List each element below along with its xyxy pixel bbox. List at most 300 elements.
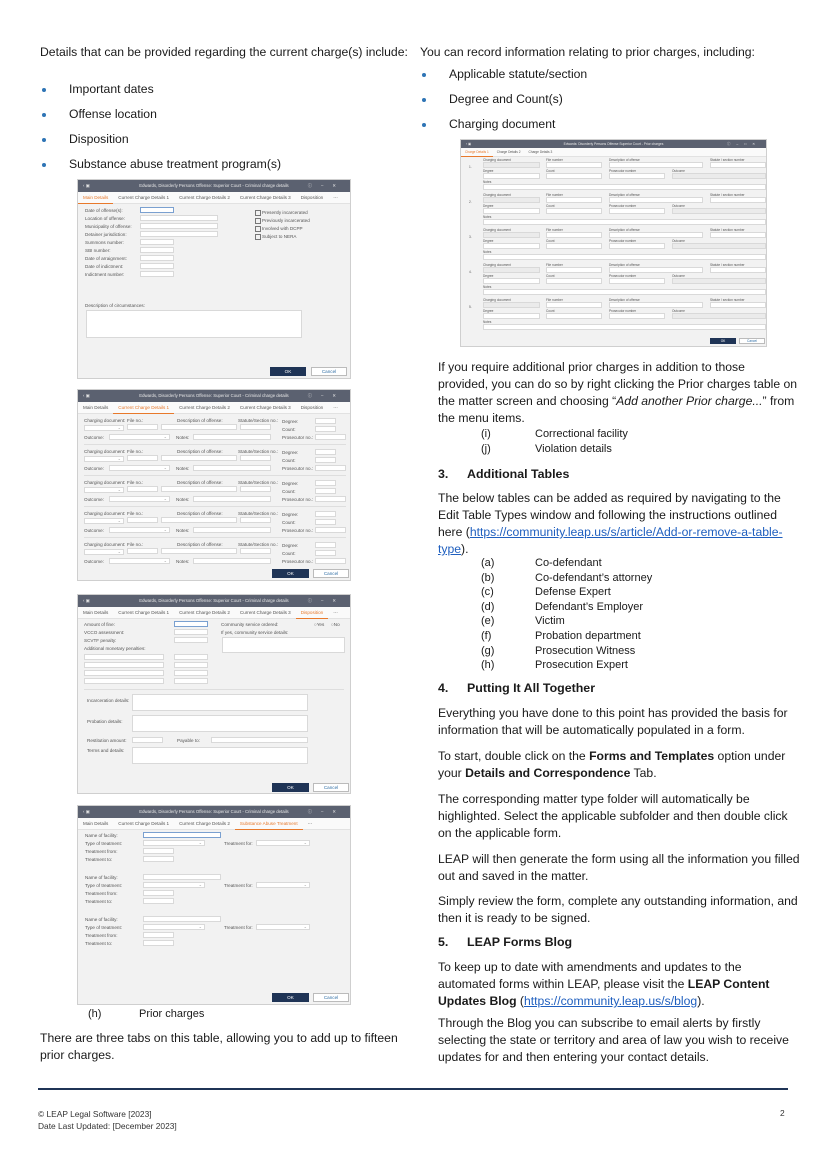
label-statute: Statute/Section no.: [238,480,279,485]
charge-block [78,445,350,476]
payable-field[interactable] [211,737,308,743]
label-payable: Payable to: [177,738,200,743]
penalty-amount-field[interactable] [174,654,208,660]
back-folder-icon[interactable]: ‹ ▣ [83,809,90,814]
file-no-field[interactable] [127,455,158,461]
tab-more[interactable]: ⋯ [333,610,338,615]
treatment-for-dropdown[interactable] [256,924,310,930]
count-field[interactable] [546,313,602,319]
label-treatment-for: Treatment for: [224,841,253,846]
notes-field[interactable] [193,496,271,502]
chevron-down-icon: ⌄ [117,425,121,430]
notes-field[interactable] [483,254,766,260]
label-charging-document: Charging document [483,263,511,267]
list-item: (j) Violation details [481,442,612,455]
label-statute: Statute / section number [710,158,745,162]
description-field[interactable] [161,548,237,554]
terms-textarea[interactable] [132,747,308,764]
label-notes: Notes [483,180,492,184]
file-no-field[interactable] [127,424,158,430]
chevron-down-icon: ⌄ [303,882,307,887]
label-facility: Name of facility: [85,917,118,922]
tab-main-details[interactable]: Main Details [83,821,109,826]
row-number: 3. [469,235,472,239]
count-field[interactable] [546,208,602,214]
count-field[interactable] [546,278,602,284]
tab-current-charge-2[interactable]: Current Charge Details 2 [179,610,230,615]
blog-link[interactable]: https://community.leap.us/s/blog [524,994,698,1008]
file-number-field[interactable] [546,162,602,168]
additional-tables-list [438,556,798,673]
label-outcome: Outcome [672,239,685,243]
penalty-name-field[interactable] [84,670,164,676]
label-file-number: File number [546,193,563,197]
bullet-icon [42,88,46,92]
tab-main-details[interactable]: Main Details [78,192,113,204]
degree-field[interactable] [483,173,540,179]
window-controls-icon[interactable]: ⓘ–✕ [307,809,345,814]
charge-block [78,507,350,538]
label-scvtf: SCVTF penalty: [84,638,117,643]
treatment-from-field[interactable] [143,932,174,938]
back-folder-icon[interactable]: ‹ ▣ [83,183,90,188]
facility-field[interactable] [143,916,221,922]
notes-field[interactable] [483,184,766,190]
list-item: (c) Defense Expert [481,586,611,599]
notes-field[interactable] [193,527,271,533]
count-field[interactable] [315,488,336,494]
sbi-field[interactable] [140,247,174,253]
label-charging-document: Charging document: [84,511,126,516]
tab-more[interactable]: ⋯ [333,405,338,410]
treatment-to-field[interactable] [143,898,174,904]
tab-current-charge-3[interactable]: Current Charge Details 3 [239,610,291,615]
divider [84,689,344,690]
tab-substance-abuse[interactable]: Substance Abuse Treatment [235,818,303,830]
tab-disposition[interactable]: Disposition [296,607,328,619]
dialog-substance-abuse [77,805,351,1005]
tab-current-charge-2[interactable]: Current Charge Details 2 [179,821,230,826]
bullet-icon [422,73,426,77]
label-terms: Terms and details: [87,748,125,753]
tab-current-charge-1[interactable]: Current Charge Details 1 [113,402,174,414]
label-treatment-for: Treatment for: [224,925,253,930]
prosecutor-field[interactable] [315,558,346,564]
ok-button[interactable]: OK [272,783,309,792]
label-file-no: File no.: [127,511,144,516]
outcome-dropdown[interactable] [672,313,766,319]
notes-field[interactable] [193,434,271,440]
outcome-dropdown[interactable] [672,243,766,249]
charging-document-dropdown[interactable] [84,518,124,524]
facility-field[interactable] [143,874,221,880]
tab-more[interactable]: ⋯ [333,195,338,200]
row-number: 1. [469,165,472,169]
list-item: (e) Victim [481,615,565,628]
checkbox-previously-incarcerated[interactable]: Previously incarcerated [255,218,310,224]
file-no-field[interactable] [127,548,158,554]
notes-field[interactable] [483,289,766,295]
charging-document-dropdown[interactable] [483,232,540,238]
summons-field[interactable] [140,239,174,245]
probation-textarea[interactable] [132,715,308,732]
description-field[interactable] [609,302,703,308]
charging-document-dropdown[interactable] [483,197,540,203]
notes-field[interactable] [483,324,766,330]
chevron-down-icon: ⌄ [198,924,202,929]
tab-current-charge-2[interactable]: Current Charge Details 2 [179,195,230,200]
label-count: Count [546,204,555,208]
statute-field[interactable] [710,267,766,273]
label-file-no: File no.: [127,480,144,485]
prosecutor-field[interactable] [609,173,665,179]
statute-field[interactable] [710,162,766,168]
label-count: Count: [282,551,296,556]
penalty-name-field[interactable] [84,678,164,684]
label-prosecutor: Prosecutor no.: [282,528,314,533]
chevron-down-icon: ⌄ [117,487,121,492]
additional-prior-charges-paragraph: If you require additional prior charges in addition to those provided, you can do so by right clicking the Prior charges table on the matter screen and choosing “Add another Prior charge...” from the menu items. [438,360,798,425]
row-number: 4. [469,270,472,274]
chevron-down-icon: ⌄ [163,465,167,470]
dialog-current-charge-details [77,389,351,581]
description-field[interactable] [609,232,703,238]
treatment-for-dropdown[interactable] [256,882,310,888]
section-4-p3: The corresponding matter type folder will automatically be highlighted. Select the applicable subfolder and then double click on the applicable form. [438,792,788,840]
list-item: (i) Correctional facility [481,428,628,440]
label-outcome: Outcome: [84,559,104,564]
row-number: 5. [469,305,472,309]
back-folder-icon[interactable]: ‹ ▣ [83,598,90,603]
charging-document-dropdown[interactable] [84,549,124,555]
list-ij [438,427,798,456]
prosecutor-field[interactable] [609,278,665,284]
tab-charge-details-2[interactable]: Charge Details 2 [496,150,521,154]
dialog-title: Edwards, Disorderly Persons Offense: Superior Court - Criminal charge details [139,393,289,398]
label-description: Description of offense [609,263,640,267]
radio-no[interactable]: ○No [331,622,340,627]
label-from: Treatment from: [85,933,118,938]
row-number: 2. [469,200,472,204]
date-of-offense-field[interactable] [140,207,174,213]
tab-bar [78,607,350,619]
label-municipality: Municipality of offense: [85,224,132,229]
label-detainer: Detainer jurisdiction: [85,232,127,237]
charging-document-dropdown[interactable] [483,162,540,168]
treatment-type-dropdown[interactable] [143,882,205,888]
window-controls-icon[interactable]: ⓘ–✕ [307,598,345,603]
outcome-dropdown[interactable] [672,208,766,214]
label-from: Treatment from: [85,849,118,854]
prosecutor-field[interactable] [609,313,665,319]
degree-field[interactable] [315,542,336,548]
list-item: Applicable statute/section [420,66,800,83]
label-facility: Name of facility: [85,833,118,838]
prior-charge-bullets [420,66,800,133]
tab-charge-details-1[interactable]: Charge Details 1 [461,148,493,157]
scvtf-field[interactable] [174,637,208,643]
outcome-dropdown[interactable] [109,496,170,502]
label-description: Description of offense: [177,511,223,516]
checkbox-dcpp[interactable]: Involved with DCPP [255,226,303,232]
checkbox-presently-incarcerated[interactable]: Presently incarcerated [255,210,308,216]
label-to: Treatment to: [85,941,113,946]
charging-document-dropdown[interactable] [483,302,540,308]
label-statute: Statute/Section no.: [238,542,279,547]
cancel-button[interactable]: Cancel [311,367,347,376]
degree-field[interactable] [483,243,540,249]
tab-bar [461,148,766,157]
description-field[interactable] [161,424,237,430]
label-treatment-for: Treatment for: [224,883,253,888]
location-field[interactable] [140,215,218,221]
label-file-number: File number [546,263,563,267]
notes-field[interactable] [193,558,271,564]
radio-yes[interactable]: ○Yes [314,622,325,627]
file-number-field[interactable] [546,267,602,273]
charge-block [78,476,350,507]
label-description: Description of offense [609,193,640,197]
treatment-to-field[interactable] [143,940,174,946]
tab-main-details[interactable]: Main Details [83,610,109,615]
statute-field[interactable] [240,517,271,523]
file-no-field[interactable] [127,517,158,523]
checkbox-nera[interactable]: Subject to NERA [255,234,296,240]
section-4-p1: Everything you have done to this point has provided the basis for information that will be automatically populated in a form. [438,706,788,737]
list-item: (h) Prosecution Expert [481,659,628,672]
prosecutor-field[interactable] [315,527,346,533]
disposition-body [78,619,350,793]
statute-field[interactable] [240,548,271,554]
tab-disposition[interactable]: Disposition [300,405,324,410]
file-number-field[interactable] [546,232,602,238]
label-count: Count [546,239,555,243]
label-notes: Notes: [176,497,190,502]
tab-current-charge-3[interactable]: Current Charge Details 3 [239,405,291,410]
label-notes: Notes [483,250,492,254]
penalty-amount-field[interactable] [174,678,208,684]
title-bar [78,180,350,192]
ok-button[interactable]: OK [272,993,309,1002]
prosecutor-field[interactable] [315,465,346,471]
description-field[interactable] [609,267,703,273]
prosecutor-field[interactable] [609,243,665,249]
title-bar [78,806,350,818]
list-item: (a) Co-defendant [481,557,602,569]
statute-field[interactable] [710,302,766,308]
description-field[interactable] [161,455,237,461]
count-field[interactable] [546,243,602,249]
tab-current-charge-1[interactable]: Current Charge Details 1 [118,610,170,615]
outcome-dropdown[interactable] [672,278,766,284]
label-date-of-offense: Date of offense(s): [85,208,123,213]
statute-field[interactable] [240,486,271,492]
label-charging-document: Charging document [483,158,511,162]
count-field[interactable] [315,426,336,432]
treatment-type-dropdown[interactable] [143,840,205,846]
statute-field[interactable] [240,455,271,461]
label-statute: Statute/Section no.: [238,418,279,423]
dialog-title: Edwards: Disorderly Persons Offense Superior Court - Prior charges [563,142,664,146]
detainer-field[interactable] [140,231,218,237]
label-indictment-number: Indictment number: [85,272,125,277]
statute-field[interactable] [710,197,766,203]
cancel-button[interactable]: Cancel [739,338,765,344]
arraignment-field[interactable] [140,255,174,261]
outcome-dropdown[interactable] [109,527,170,533]
chevron-down-icon: ⌄ [163,434,167,439]
charge-blocks [78,414,350,580]
bullet-icon [42,113,46,117]
statute-field[interactable] [240,424,271,430]
list-item: Substance abuse treatment program(s) [40,156,410,173]
treatment-to-field[interactable] [143,856,174,862]
notes-field[interactable] [193,465,271,471]
fine-field[interactable] [174,621,208,627]
degree-field[interactable] [315,418,336,424]
restitution-field[interactable] [132,737,163,743]
ok-button[interactable]: OK [270,367,306,376]
degree-field[interactable] [315,449,336,455]
degree-field[interactable] [483,278,540,284]
notes-field[interactable] [483,219,766,225]
prosecutor-field[interactable] [315,434,346,440]
tab-disposition[interactable]: Disposition [300,195,324,200]
tab-current-charge-1[interactable]: Current Charge Details 1 [118,821,170,826]
item-h-text: Prior charges [139,1008,205,1020]
description-textarea[interactable] [86,310,302,338]
label-degree: Degree: [282,419,299,424]
edit-table-types-link[interactable]: https://community.leap.us/s/article/Add-or-remove-a-table-type [438,525,783,556]
cancel-button[interactable]: Cancel [313,783,349,792]
treatment-block [78,872,350,914]
indictment-date-field[interactable] [140,263,174,269]
bullet-icon [42,163,46,167]
label-description: Description of offense: [177,480,223,485]
treatment-for-dropdown[interactable] [256,840,310,846]
dialog-title: Edwards, Disorderly Persons Offense: Superior Court - Criminal charge details [139,809,289,814]
description-field[interactable] [609,197,703,203]
statute-field[interactable] [710,232,766,238]
label-statute: Statute/Section no.: [238,449,279,454]
degree-field[interactable] [315,511,336,517]
penalty-name-field[interactable] [84,662,164,668]
indictment-number-field[interactable] [140,271,174,277]
item-h-label: (h) [88,1008,102,1020]
tab-current-charge-3[interactable]: Current Charge Details 3 [239,195,291,200]
back-folder-icon[interactable]: ‹ ▣ [83,393,90,398]
count-field[interactable] [315,519,336,525]
list-item: Charging document [420,116,800,133]
window-controls-icon[interactable]: ⓘ–□✕ [727,142,761,146]
section-3-paragraph: The below tables can be added as required by navigating to the Edit Table Types window and following the instructions outlined here (https://community.leap.us/s/article/Add-or-remove-a-table-type). [438,491,783,556]
tab-current-charge-1[interactable]: Current Charge Details 1 [118,195,170,200]
treatment-type-dropdown[interactable] [143,924,205,930]
tab-charge-details-3[interactable]: Charge Details 3 [528,150,553,154]
label-degree: Degree [483,204,494,208]
tab-main-details[interactable]: Main Details [83,405,109,410]
charging-document-dropdown[interactable] [84,456,124,462]
label-file-no: File no.: [127,542,144,547]
facility-field[interactable] [143,832,221,838]
treatment-from-field[interactable] [143,890,174,896]
outcome-dropdown[interactable] [672,173,766,179]
file-no-field[interactable] [127,486,158,492]
closing-paragraph: There are three tabs on this table, allowing you to add up to fifteen prior charges. [40,1031,398,1062]
prior-charge-block [461,157,766,192]
label-description: Description of offense: [177,449,223,454]
charging-document-dropdown[interactable] [84,425,124,431]
label-additional: Additional monetary penalties: [84,646,146,651]
count-field[interactable] [546,173,602,179]
label-to: Treatment to: [85,899,113,904]
window-controls-icon[interactable]: ⓘ–✕ [307,393,345,398]
tab-more[interactable]: ⋯ [307,821,313,826]
incarceration-textarea[interactable] [132,694,308,711]
outcome-dropdown[interactable] [109,434,170,440]
label-statute: Statute / section number [710,193,745,197]
label-degree: Degree [483,309,494,313]
charging-document-dropdown[interactable] [483,267,540,273]
count-field[interactable] [315,550,336,556]
label-degree: Degree [483,274,494,278]
cancel-button[interactable]: Cancel [313,569,349,578]
label-degree: Degree: [282,450,299,455]
treatment-from-field[interactable] [143,848,174,854]
label-file-number: File number [546,298,563,302]
intro-current-charges: Details that can be provided regarding the current charge(s) include: [40,45,408,59]
ok-button[interactable]: OK [710,338,736,344]
penalty-name-field[interactable] [84,654,164,660]
charging-document-dropdown[interactable] [84,487,124,493]
bullet-icon [422,98,426,102]
tab-current-charge-2[interactable]: Current Charge Details 2 [179,405,230,410]
outcome-dropdown[interactable] [109,465,170,471]
label-fine: Amount of fine: [84,622,115,627]
prosecutor-field[interactable] [609,208,665,214]
label-count: Count [546,309,555,313]
tab-bar [78,192,350,204]
community-details-textarea[interactable] [222,637,345,653]
description-field[interactable] [161,486,237,492]
degree-field[interactable] [483,313,540,319]
list-item: Degree and Count(s) [420,91,800,108]
degree-field[interactable] [315,480,336,486]
dialog-disposition [77,594,351,794]
label-degree: Degree: [282,481,299,486]
prosecutor-field[interactable] [315,496,346,502]
window-controls-icon[interactable]: ⓘ–✕ [307,183,345,188]
chevron-down-icon: ⌄ [198,840,202,845]
file-number-field[interactable] [546,302,602,308]
file-number-field[interactable] [546,197,602,203]
cancel-button[interactable]: Cancel [313,993,349,1002]
count-field[interactable] [315,457,336,463]
label-prosecutor: Prosecutor no.: [282,435,314,440]
penalty-amount-field[interactable] [174,670,208,676]
back-folder-icon[interactable]: ‹ ▣ [466,142,472,146]
chevron-down-icon: ⌄ [198,882,202,887]
label-outcome: Outcome [672,204,685,208]
vcco-field[interactable] [174,629,208,635]
municipality-field[interactable] [140,223,218,229]
description-field[interactable] [609,162,703,168]
outcome-dropdown[interactable] [109,558,170,564]
penalty-amount-field[interactable] [174,662,208,668]
description-field[interactable] [161,517,237,523]
degree-field[interactable] [483,208,540,214]
ok-button[interactable]: OK [272,569,309,578]
